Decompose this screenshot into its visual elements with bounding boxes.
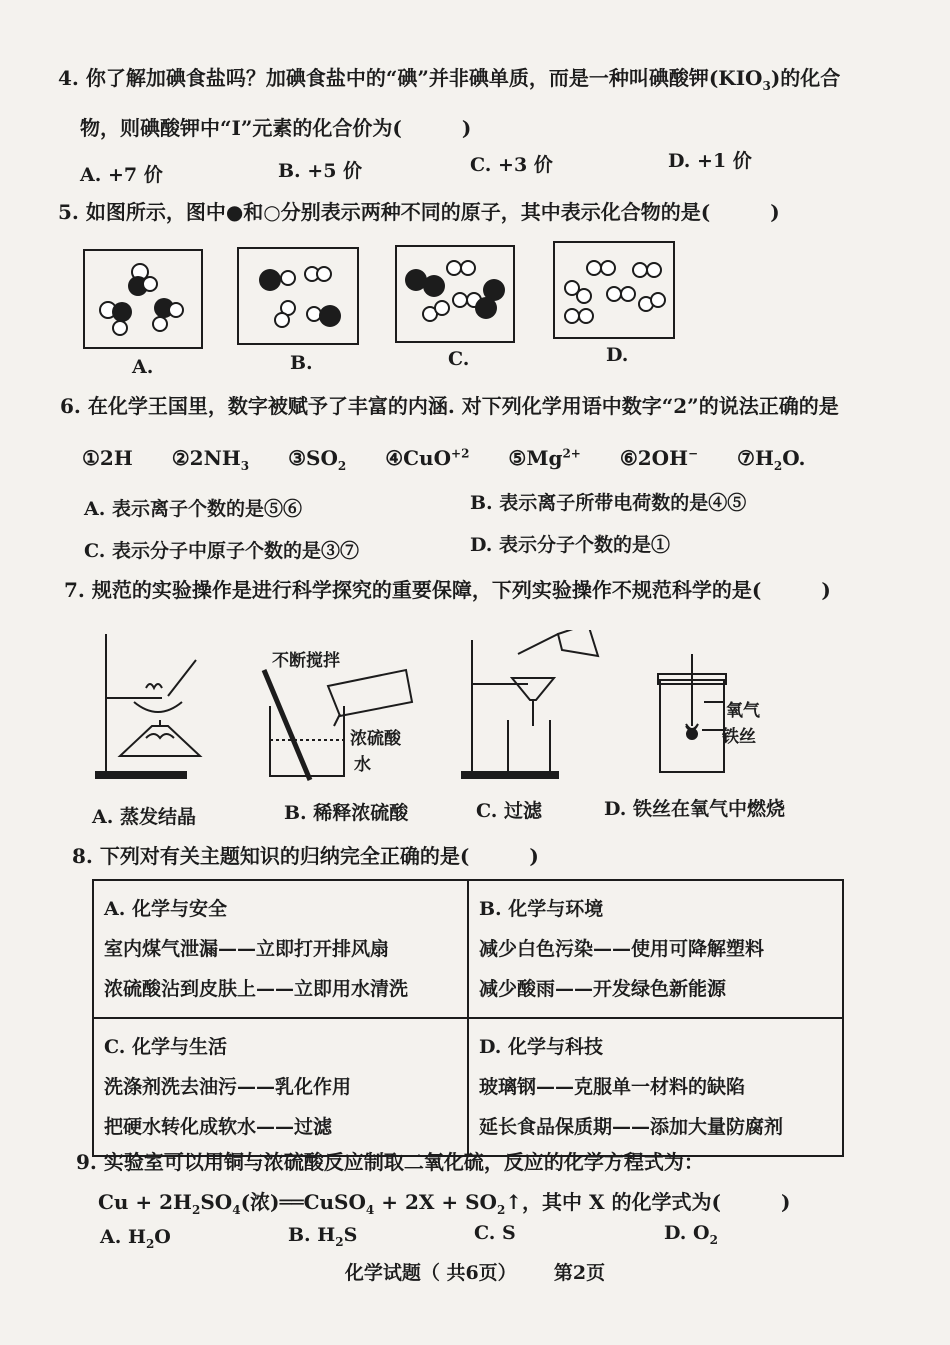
q5-caption-a: A. [132,356,154,378]
cell-d-item-2: 延长食品保质期——添加大量防腐剂 [479,1116,784,1138]
q4-option-d: D. +1 价 [668,150,752,172]
cell-b-item-1: 减少白色污染——使用可降解塑料 [479,938,765,960]
footer-page-number: 第2页 [553,1262,606,1284]
cell-d-title: D. 化学与科技 [479,1036,604,1058]
cell-b-title: B. 化学与环境 [479,898,604,920]
q7-caption-d: D. 铁丝在氧气中燃烧 [604,798,786,820]
cell-b-item-2: 减少酸雨——开发绿色新能源 [479,978,727,1000]
q4-line2: 物，则碘酸钾中“I”元素的化合价为( ) [80,116,472,140]
q7-caption-a: A. 蒸发结晶 [92,806,196,828]
q4-option-b: B. +5 价 [278,160,363,182]
iron-combustion-apparatus [658,654,726,772]
cell-c-item-1: 洗涤剂洗去油污——乳化作用 [104,1076,352,1098]
q9-option-b: B. $H_2S$ [288,1224,358,1249]
label-oxygen: 氧气 [726,701,760,721]
page-footer [0,1258,950,1285]
q7-apparatus-figures [88,630,828,790]
figure-a [84,250,202,348]
label-water: 水 [354,755,371,775]
q5-caption-b: B. [290,352,313,374]
figure-d [554,242,674,338]
q9-stem: 9. 实验室可以用铜与浓硫酸反应制取二氧化硫，反应的化学方程式为： [76,1150,704,1174]
cell-c-title: C. 化学与生活 [104,1036,228,1058]
q9-equation: $Cu + 2H_2SO_4$(浓)══CuSO$_4$ + $2X + SO_2↑$，其中 X 的化学式为( ) [98,1190,791,1217]
figure-b [238,248,358,344]
q4-option-c: C. +3 价 [470,154,553,176]
q9-option-d: D. $O_2$ [664,1222,718,1247]
q6-option-a: A. 表示离子个数的是⑤⑥ [84,498,302,520]
filtration-apparatus [462,630,598,778]
evaporation-apparatus [96,634,200,778]
label-iron-wire: 铁丝 [722,727,756,747]
label-stir: 不断搅拌 [272,651,340,671]
q5-molecule-figures [80,238,680,358]
cell-d-item-1: 玻璃钢——克服单一材料的缺陷 [479,1076,746,1098]
footer-title: 化学试题（ 共6页） [344,1262,517,1284]
q8-summary-table [92,879,844,1157]
cell-d [468,1018,843,1156]
q6-formula-list: ①2H $②2NH_3$ $③SO_2$ ④CuO$^{+2}$ $⑤Mg^{2+}$ ⑥2OH− $⑦H_2O$. [82,446,806,473]
cell-b [468,880,843,1018]
q5-caption-c: C. [448,348,470,370]
cell-a [93,880,468,1018]
q9-option-a: A. $H_2O$ [100,1226,171,1251]
q8-stem: 8. 下列对有关主题知识的归纳完全正确的是( ) [72,844,539,868]
q9-option-c: C. S [474,1222,516,1244]
q7-caption-b: B. 稀释浓硫酸 [284,802,409,824]
q7-caption-c: C. 过滤 [476,800,543,822]
q6-option-b: B. 表示离子所带电荷数的是④⑤ [470,492,747,514]
figure-c [396,246,514,342]
label-concentrated-acid: 浓硫酸 [350,729,401,749]
q4-line1: 4. 你了解加碘食盐吗？加碘食盐中的“碘”并非碘单质，而是一种叫碘酸钾$(KIO_3)$的化合 [58,66,841,93]
cell-a-item-2: 浓硫酸沾到皮肤上——立即用水清洗 [104,978,409,1000]
cell-c-item-2: 把硬水转化成软水——过滤 [104,1116,333,1138]
q5-stem: 5. 如图所示，图中●和○分别表示两种不同的原子，其中表示化合物的是( ) [58,200,780,224]
cell-c [93,1018,468,1156]
q4-option-a: A. +7 价 [80,164,163,186]
q6-option-d: D. 表示分子个数的是① [470,534,671,556]
q7-stem: 7. 规范的实验操作是进行科学探究的重要保障，下列实验操作不规范科学的是( ) [64,578,831,602]
q6-option-c: C. 表示分子中原子个数的是③⑦ [84,540,360,562]
cell-a-title: A. 化学与安全 [104,898,227,920]
q6-stem: 6. 在化学王国里，数字被赋予了丰富的内涵. 对下列化学用语中数字“2”的说法正确的是 [60,394,839,418]
q5-caption-d: D. [606,344,629,366]
cell-a-item-1: 室内煤气泄漏——立即打开排风扇 [104,938,390,960]
